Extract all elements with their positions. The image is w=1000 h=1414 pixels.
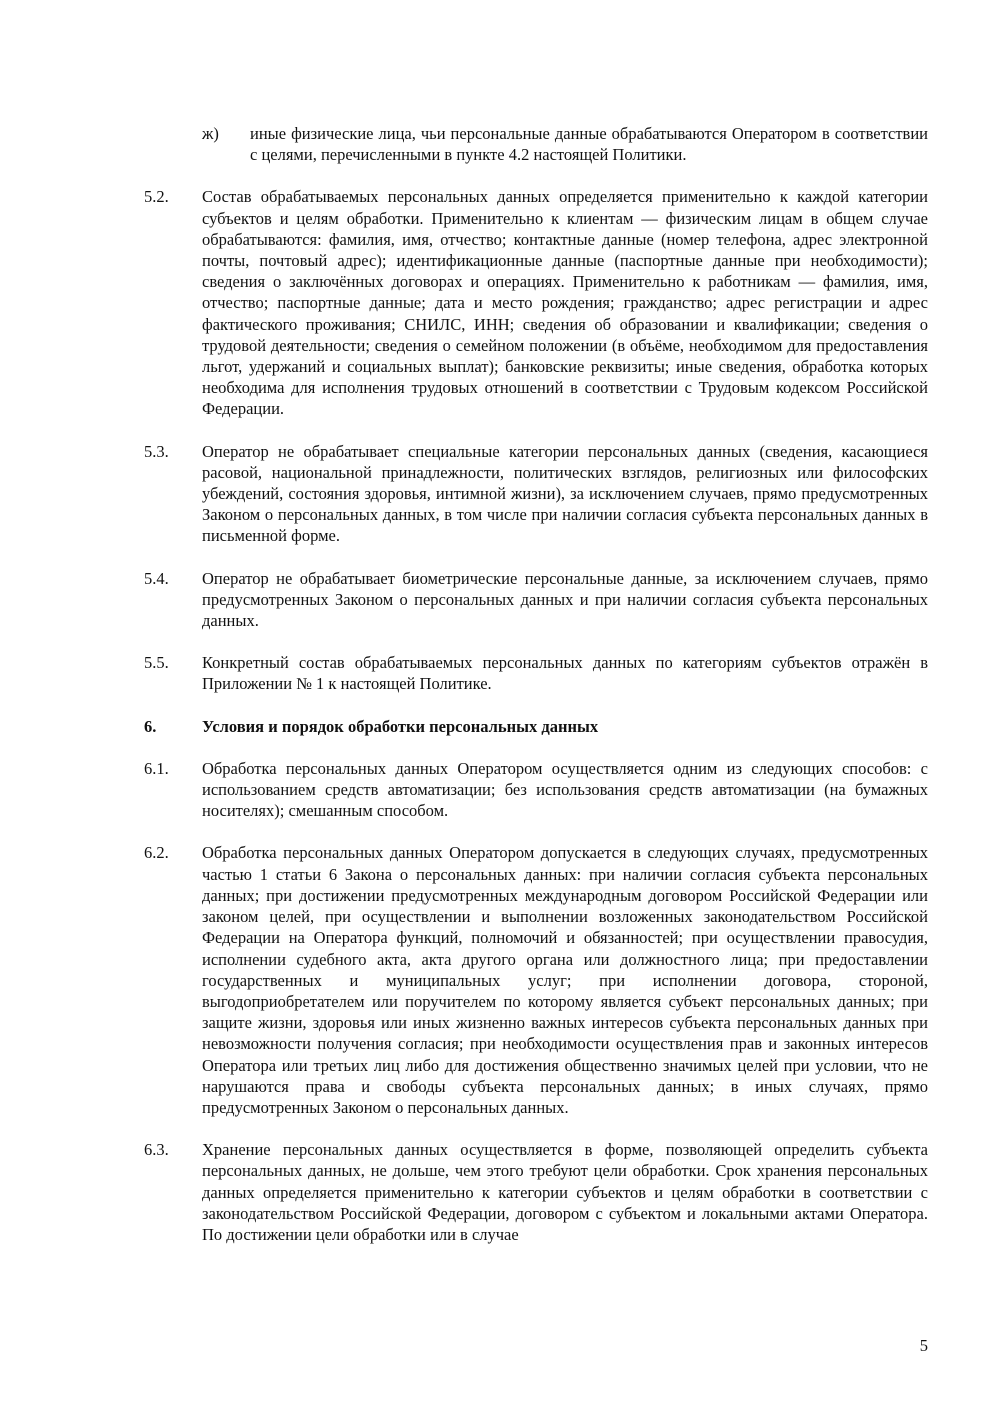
clause-5-2 [0,186,928,419]
clause-5-4 [0,568,928,632]
item-number: ж) [202,124,219,143]
page-number: 5 [919,1336,928,1355]
clause-5-5 [0,652,928,694]
section-number: 6. [144,716,157,736]
section-heading-6 [0,716,928,737]
clause-number: 5.4. [144,568,169,588]
clause-number: 5.2. [144,187,169,207]
clause-6-3 [0,1139,928,1245]
clause-number: 5.3. [144,441,169,461]
clause-text: Оператор не обрабатывает специальные категории персональных данных (сведения, касающиеся расовой, национальной принадлежности, политических взглядов, религиозных или философских убеждений, состояния здоровья, интимной жизни), за исключением случаев, прямо предусмотренных Законом о персональных данных, в том числе при наличии согласия субъекта персональных данных в письменной форме. [202,441,928,546]
clause-text: Хранение персональных данных осуществляется в форме, позволяющей определить субъекта персональных данных, не дольше, чем этого требуют цели обработки. Срок хранения персональных данных определяется применительно к категории субъектов и целям обработки в соответствии с законодательством Российской Федерации, договором с субъектом и локальными актами Оператора. По достижении цели обработки или в случае [202,1140,928,1244]
clause-6-1 [0,758,928,822]
clause-text: Обработка персональных данных Оператором допускается в следующих случаях, предусмотренных частью 1 статьи 6 Закона о персональных данных: при наличии согласия субъекта персональных данных; при достижении предусмотренных международным договором Российской Федерации или законом целей, при осуществлении и выполнении возложенных законодательством Российской Федерации на Оператора функций, полномочий и обязанностей; при осуществлении правосудия, исполнении судебного акта, акта другого органа или должностного лица; при предоставлении государственных и муниципальных услуг; при исполнении договора, стороной, выгодоприобретателем или поручителем по которому является субъект персональных данных; при защите жизни, здоровья или иных жизненно важных интересов субъекта персональных данных при невозможности получения согласия; при необходимости осуществления прав и законных интересов Оператора или третьих лиц либо для достижения общественно значимых целей при условии, что не нарушаются права и свободы субъекта персональных данных; в иных случаях, прямо предусмотренных Законом о персональных данных. [202,843,928,1117]
section-title: Условия и порядок обработки персональных данных [202,716,599,736]
clause-number: 6.3. [144,1140,169,1160]
clause-number: 6.2. [144,843,169,863]
list-item-zh [0,123,928,165]
clause-text: Конкретный состав обрабатываемых персональных данных по категориям субъектов отражён в Приложении № 1 к настоящей Политике. [202,653,928,694]
clause-number: 6.1. [144,758,169,778]
item-text: иные физические лица, чьи персональные данные обрабатываются Оператором в соответствии с целями, перечисленными в пункте 4.2 настоящей Политики. [250,124,928,165]
document-body [0,123,1000,1266]
clause-6-2 [0,842,928,1118]
clause-text: Оператор не обрабатывает биометрические персональные данные, за исключением случаев, прямо предусмотренных Законом о персональных данных и при наличии согласия субъекта персональных данных. [202,568,928,631]
clause-text: Обработка персональных данных Оператором осуществляется одним из следующих способов: с использованием средств автоматизации; без использования средств автоматизации (на бумажных носителях); смешанным способом. [202,758,928,821]
clause-5-3 [0,441,928,547]
clause-text: Состав обрабатываемых персональных данных определяется применительно к каждой категории субъектов и целям обработки. Применительно к клиентам — физическим лицам в общем случае обрабатываются: фамилия, имя, отчество; контактные данные (номер телефона, адрес электронной почты, почтовый адрес); идентификационные данные (паспортные данные при необходимости); сведения о заключённых договорах и операциях. Применительно к работникам — фамилия, имя, отчество; паспортные данные; дата и место рождения; гражданство; адрес регистрации и адрес фактического проживания; СНИЛС, ИНН; сведения об образовании и квалификации; сведения о трудовой деятельности; сведения о семейном положении (в объёме, необходимом для предоставления льгот, удержаний и социальных выплат); банковские реквизиты; иные сведения, обработка которых необходима для исполнения трудовых отношений в соответствии с Трудовым кодексом Российской Федерации. [202,187,928,419]
clause-number: 5.5. [144,653,169,673]
